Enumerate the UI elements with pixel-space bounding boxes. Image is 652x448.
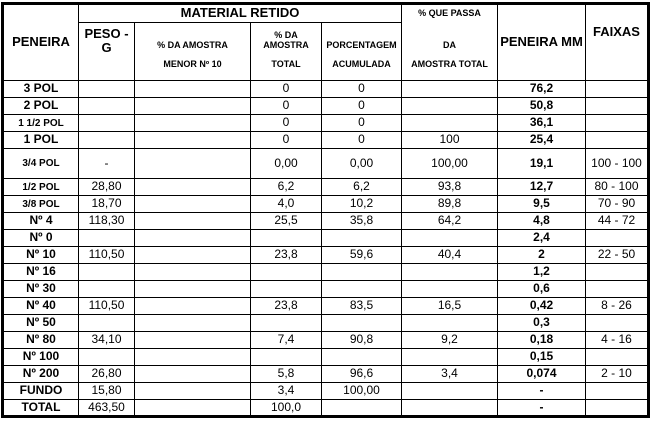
table-row (3, 400, 649, 417)
sieve-name: Nº 0 (3, 230, 79, 247)
pct-amostra-menor (135, 366, 251, 383)
peso-g (79, 115, 135, 132)
peso-g (79, 349, 135, 366)
peneira-mm: - (498, 400, 586, 417)
pct-amostra-total (251, 264, 322, 281)
faixa: 100 - 100 (586, 149, 649, 179)
peneira-mm: 25,4 (498, 132, 586, 149)
faixa (586, 81, 649, 98)
table-row (3, 298, 649, 315)
pct-amostra-total: 0,00 (251, 149, 322, 179)
pct-amostra-total (251, 315, 322, 332)
faixa: 2 - 10 (586, 366, 649, 383)
pct-acumulada: 0 (322, 115, 402, 132)
faixa: 22 - 50 (586, 247, 649, 264)
sieve-name: Nº 16 (3, 264, 79, 281)
peneira-mm: 76,2 (498, 81, 586, 98)
sieve-name: 2 POL (3, 98, 79, 115)
pct-acumulada: 83,5 (322, 298, 402, 315)
sieve-name: 1 POL (3, 132, 79, 149)
faixa (586, 400, 649, 417)
pct-amostra-menor (135, 298, 251, 315)
sieve-name: 3/4 POL (3, 149, 79, 179)
sieve-name: FUNDO (3, 383, 79, 400)
table-row (3, 213, 649, 230)
pct-acumulada (322, 400, 402, 417)
table-row (3, 179, 649, 196)
peso-g: 34,10 (79, 332, 135, 349)
pct-acumulada: 90,8 (322, 332, 402, 349)
pct-acumulada (322, 281, 402, 298)
sieve-name: Nº 80 (3, 332, 79, 349)
sieve-name: Nº 200 (3, 366, 79, 383)
pct-que-passa (402, 230, 498, 247)
faixa (586, 132, 649, 149)
table-row (3, 81, 649, 98)
peneira-mm: 1,2 (498, 264, 586, 281)
table-row (3, 383, 649, 400)
pct-acumulada: 6,2 (322, 179, 402, 196)
peneira-mm: 0,15 (498, 349, 586, 366)
pct-acumulada: 0,00 (322, 149, 402, 179)
pct-que-passa (402, 349, 498, 366)
table-row (3, 366, 649, 383)
peneira-mm: 50,8 (498, 98, 586, 115)
table-row (3, 196, 649, 213)
pct-amostra-menor (135, 383, 251, 400)
sieve-name: 1 1/2 POL (3, 115, 79, 132)
faixa (586, 115, 649, 132)
pct-acumulada: 35,8 (322, 213, 402, 230)
sieve-name: Nº 10 (3, 247, 79, 264)
pct-amostra-menor (135, 400, 251, 417)
peso-g (79, 281, 135, 298)
sieve-name: 3 POL (3, 81, 79, 98)
peso-g: 26,80 (79, 366, 135, 383)
faixa: 4 - 16 (586, 332, 649, 349)
pct-acumulada (322, 315, 402, 332)
header-pct-total-1: % DA AMOSTRA (251, 23, 322, 51)
pct-acumulada: 0 (322, 81, 402, 98)
pct-amostra-total: 6,2 (251, 179, 322, 196)
table-row (3, 281, 649, 298)
faixa (586, 349, 649, 366)
peso-g: 110,50 (79, 247, 135, 264)
pct-amostra-menor (135, 315, 251, 332)
table-body (3, 81, 649, 417)
sieve-name: Nº 40 (3, 298, 79, 315)
pct-amostra-total: 0 (251, 98, 322, 115)
pct-que-passa: 89,8 (402, 196, 498, 213)
pct-amostra-menor (135, 264, 251, 281)
pct-amostra-menor (135, 281, 251, 298)
header-porcentagem-1: PORCENTAGEM (322, 23, 402, 51)
sieve-name: Nº 50 (3, 315, 79, 332)
faixa: 70 - 90 (586, 196, 649, 213)
table-row (3, 332, 649, 349)
pct-amostra-total: 23,8 (251, 247, 322, 264)
pct-amostra-menor (135, 230, 251, 247)
header-que-passa-2: DA (402, 23, 498, 51)
pct-acumulada: 100,00 (322, 383, 402, 400)
pct-amostra-menor (135, 115, 251, 132)
header-peneira-mm: PENEIRA MM (498, 4, 586, 81)
sieve-name: Nº 100 (3, 349, 79, 366)
pct-amostra-total: 23,8 (251, 298, 322, 315)
pct-que-passa (402, 383, 498, 400)
header-faixas: FAIXAS (586, 4, 649, 81)
faixa (586, 281, 649, 298)
pct-que-passa (402, 400, 498, 417)
sieve-name: TOTAL (3, 400, 79, 417)
pct-amostra-total: 5,8 (251, 366, 322, 383)
peneira-mm: 0,3 (498, 315, 586, 332)
header-porcentagem-2: ACUMULADA (322, 51, 402, 81)
peso-g (79, 132, 135, 149)
header-peneira: PENEIRA (3, 4, 79, 81)
peso-g (79, 230, 135, 247)
pct-amostra-total: 3,4 (251, 383, 322, 400)
table-row (3, 132, 649, 149)
pct-acumulada: 59,6 (322, 247, 402, 264)
pct-que-passa: 64,2 (402, 213, 498, 230)
header-pct-menor-2: MENOR Nº 10 (135, 51, 251, 81)
table-row (3, 247, 649, 264)
pct-amostra-total: 4,0 (251, 196, 322, 213)
peso-g (79, 264, 135, 281)
pct-acumulada: 10,2 (322, 196, 402, 213)
peso-g (79, 81, 135, 98)
pct-amostra-total (251, 230, 322, 247)
peneira-mm: 0,42 (498, 298, 586, 315)
table-row (3, 230, 649, 247)
pct-que-passa (402, 98, 498, 115)
faixa (586, 230, 649, 247)
pct-que-passa (402, 115, 498, 132)
pct-amostra-menor (135, 213, 251, 230)
table-row (3, 149, 649, 179)
peso-g: 18,70 (79, 196, 135, 213)
peso-g: 118,30 (79, 213, 135, 230)
pct-que-passa: 93,8 (402, 179, 498, 196)
header-material-retido: MATERIAL RETIDO (79, 4, 402, 23)
peneira-mm: 0,6 (498, 281, 586, 298)
table-row (3, 264, 649, 281)
pct-amostra-menor (135, 98, 251, 115)
pct-que-passa: 9,2 (402, 332, 498, 349)
pct-que-passa: 100 (402, 132, 498, 149)
peneira-mm: 12,7 (498, 179, 586, 196)
pct-que-passa (402, 315, 498, 332)
pct-amostra-total: 25,5 (251, 213, 322, 230)
pct-que-passa (402, 264, 498, 281)
header-que-passa-3: AMOSTRA TOTAL (402, 51, 498, 81)
pct-amostra-total: 0 (251, 81, 322, 98)
pct-acumulada (322, 264, 402, 281)
sieve-name: Nº 4 (3, 213, 79, 230)
table-row (3, 98, 649, 115)
peneira-mm: 36,1 (498, 115, 586, 132)
pct-amostra-total: 7,4 (251, 332, 322, 349)
pct-que-passa: 16,5 (402, 298, 498, 315)
pct-que-passa (402, 281, 498, 298)
header-pct-menor-1: % DA AMOSTRA (135, 23, 251, 51)
peneira-mm: - (498, 383, 586, 400)
peso-g: 28,80 (79, 179, 135, 196)
peso-g: 463,50 (79, 400, 135, 417)
peneira-mm: 9,5 (498, 196, 586, 213)
header-peso: PESO - G (79, 23, 135, 81)
peneira-mm: 2 (498, 247, 586, 264)
faixa: 44 - 72 (586, 213, 649, 230)
sieve-name: 1/2 POL (3, 179, 79, 196)
pct-acumulada: 0 (322, 98, 402, 115)
faixa (586, 264, 649, 281)
pct-amostra-menor (135, 196, 251, 213)
header-pct-total-2: TOTAL (251, 51, 322, 81)
pct-amostra-total: 0 (251, 115, 322, 132)
pct-acumulada: 96,6 (322, 366, 402, 383)
pct-amostra-menor (135, 247, 251, 264)
header-que-passa-1: % QUE PASSA (402, 4, 498, 23)
peso-g (79, 98, 135, 115)
peso-g (79, 315, 135, 332)
faixa: 8 - 26 (586, 298, 649, 315)
table-row (3, 315, 649, 332)
pct-que-passa: 40,4 (402, 247, 498, 264)
pct-amostra-menor (135, 132, 251, 149)
pct-acumulada (322, 349, 402, 366)
pct-amostra-menor (135, 332, 251, 349)
table-row (3, 349, 649, 366)
peneira-mm: 0,074 (498, 366, 586, 383)
pct-que-passa (402, 81, 498, 98)
pct-que-passa: 100,00 (402, 149, 498, 179)
peneira-mm: 19,1 (498, 149, 586, 179)
granulometry-table (1, 2, 650, 418)
peneira-mm: 2,4 (498, 230, 586, 247)
peso-g: 110,50 (79, 298, 135, 315)
pct-que-passa: 3,4 (402, 366, 498, 383)
pct-amostra-total (251, 281, 322, 298)
faixa (586, 383, 649, 400)
peso-g: - (79, 149, 135, 179)
pct-amostra-total (251, 349, 322, 366)
faixa (586, 315, 649, 332)
table-row (3, 115, 649, 132)
sieve-name: Nº 30 (3, 281, 79, 298)
pct-amostra-menor (135, 149, 251, 179)
pct-amostra-menor (135, 349, 251, 366)
pct-amostra-total: 100,0 (251, 400, 322, 417)
peso-g: 15,80 (79, 383, 135, 400)
faixa: 80 - 100 (586, 179, 649, 196)
pct-amostra-menor (135, 179, 251, 196)
pct-acumulada: 0 (322, 132, 402, 149)
sieve-name: 3/8 POL (3, 196, 79, 213)
pct-amostra-menor (135, 81, 251, 98)
pct-acumulada (322, 230, 402, 247)
peneira-mm: 4,8 (498, 213, 586, 230)
peneira-mm: 0,18 (498, 332, 586, 349)
pct-amostra-total: 0 (251, 132, 322, 149)
faixa (586, 98, 649, 115)
